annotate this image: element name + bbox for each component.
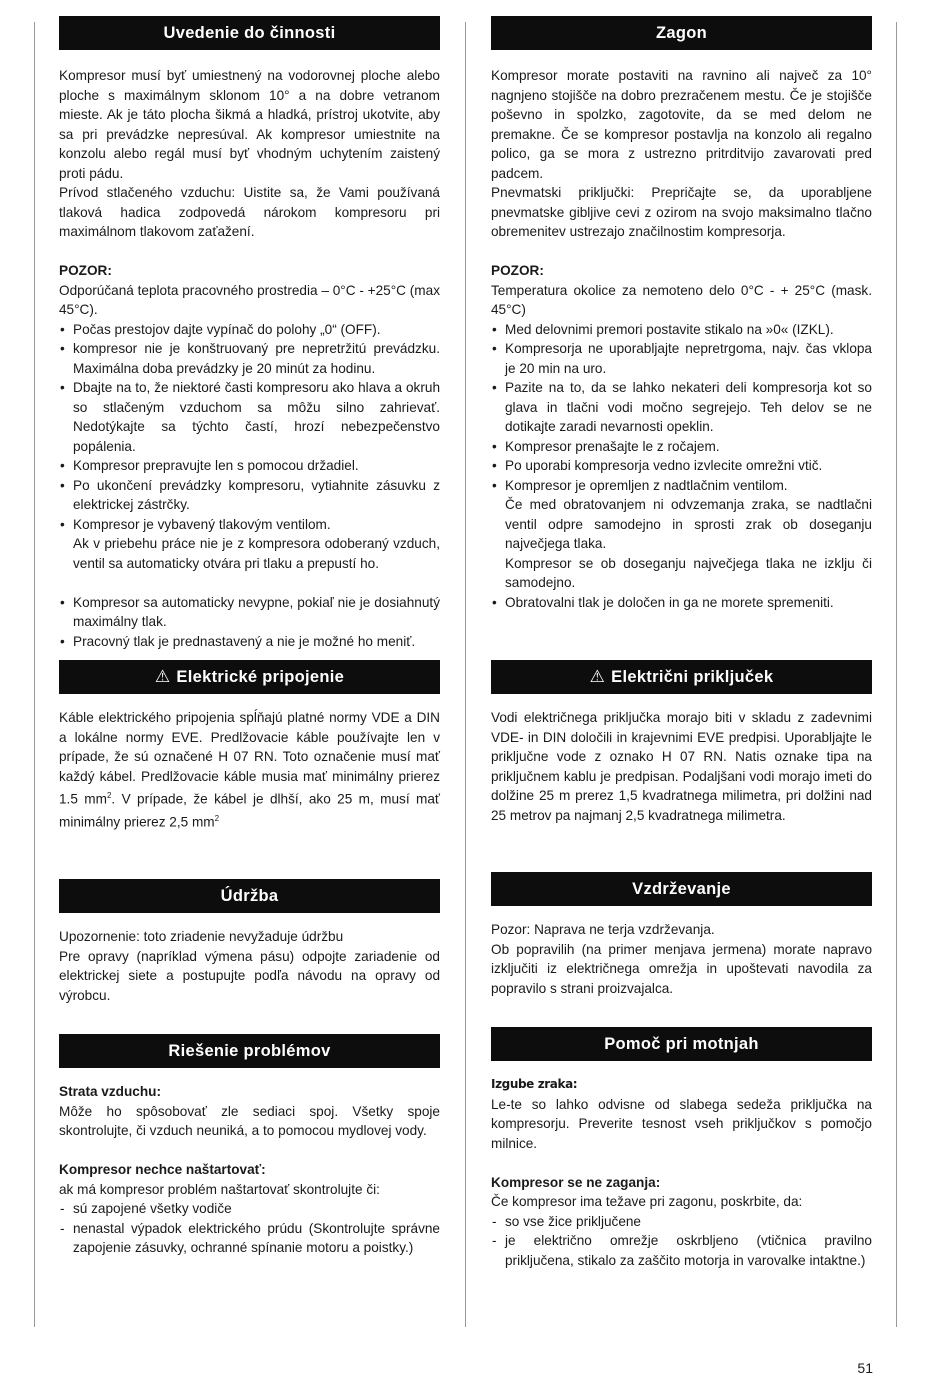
paragraph: Le-te so lahko odvisne od slabega sedeža priključka na kompresorju. Preverite tesnost vseh priključkov s pomočjo milnice.: [491, 1096, 872, 1151]
section-header-elektricke: [59, 660, 440, 694]
right-column: [491, 16, 872, 1270]
section-title: Riešenie problémov: [168, 1041, 331, 1060]
warning-triangle-icon: ⚠: [589, 667, 606, 686]
left-margin-rule: [34, 22, 35, 1327]
section-body: [491, 1075, 872, 1212]
paragraph: Pozor: Naprava ne terja vzdrževanja.: [491, 922, 715, 937]
list-item: • Kompresor prepravujte len s pomocou držadiel.: [59, 456, 440, 476]
list-item: - je električno omrežje oskrbljeno (vtičnica pravilno priključena, stikalo za zaščito motorja in varovalke intaktne.): [491, 1231, 872, 1270]
list-item: • Obratovalni tlak je določen in ga ne morete spremeniti.: [491, 593, 872, 613]
list-item: • Dbajte na to, že niektoré časti kompresoru ako hlava a okruh so stlačeným vzduchom sa môžu silno zahrievať. Nedotýkajte sa týchto častí, hrozí nebezpečenstvo popálenia.: [59, 378, 440, 456]
dash-list: [491, 1212, 872, 1271]
paragraph: Káble elektrického pripojenia spĺňajú platné normy VDE a DIN a lokálne normy EVE. Predlžovacie káble používajte len v prípade, že sú označené H 07 RN. Toto označenie musí mať každý kábel. Predlžovacie káble musia mať minimálny prierez 1.5 mm: [59, 710, 440, 807]
list-item-continuation: Kompresor se ob doseganju največjega tlaka ne izklju či samodejno.: [505, 555, 872, 590]
list-item: • Po uporabi kompresorja vedno izvlecite omrežni vtič.: [491, 456, 872, 476]
subheading: Strata vzduchu:: [59, 1084, 161, 1100]
section-header-zagon: [491, 16, 872, 50]
paragraph: Ob popravilih (na primer menjava jermena) morate napravo izključiti iz električnega omrežja in upoštevati navodila za popravilo s strani proizvajalca.: [491, 941, 872, 996]
paragraph: Kompresor musí byť umiestnený na vodorovnej ploche alebo ploche s maximálnym sklonom 10° a na dobre vetranom mieste. Ak je táto plocha šikmá a hladká, prístroj ukotvite, aby sa pri prevádzke nepresúval. Ak kompresor umiestnite na konzolu alebo regál musí byť vhodným uchytením zaistený proti pádu.: [59, 68, 440, 181]
section-body: [59, 1082, 440, 1199]
list-item: • Kompresor je opremljen z nadtlačnim ventilom.: [491, 476, 872, 496]
right-margin-rule: [896, 22, 897, 1327]
list-item: • Pazite na to, da se lahko nekateri deli kompresorja kot so glava in tlačni vodi močno segrejejo. Teh delov se ne dotikajte zaradi nevarnosti opeklin.: [491, 378, 872, 437]
center-column-rule: [465, 22, 466, 1327]
section-header-pomoc: [491, 1027, 872, 1061]
section-title: Uvedenie do činnosti: [163, 23, 336, 42]
paragraph: Odporúčaná teplota pracovného prostredia – 0°C - +25°C (max 45°C).: [59, 282, 440, 317]
subheading: Kompresor se ne zaganja:: [491, 1174, 661, 1190]
bullet-list: [59, 593, 440, 652]
section-title: Vzdrževanje: [632, 879, 731, 898]
list-item: • Med delovnimi premori postavite stikalo na »0« (IZKL).: [491, 320, 872, 340]
warning-triangle-icon: ⚠: [154, 667, 171, 686]
section-title: Zagon: [656, 23, 707, 42]
paragraph: Vodi električnega priključka morajo biti v skladu z zadevnimi VDE- in DIN določili in krajevnimi EVE predpisi. Uporabljajte le priključne vode z oznako H 07 RN. Natis oznake tipa na priključnem kablu je predpisan. Podaljšani vodi morajo imeti do dolžine 25 m prerez 1,5 kvadratnega milimetra, pri dolžini nad 25 metrov pa najmanj 2,5 kvadratnega milimetra.: [491, 710, 872, 823]
list-item: • Kompresor je vybavený tlakovým ventilom.: [59, 515, 440, 535]
section-body: [491, 920, 872, 998]
paragraph: Če kompresor ima težave pri zagonu, poskrbite, da:: [491, 1194, 803, 1209]
section-title: Údržba: [220, 886, 279, 905]
section-title: Električni priključek: [611, 667, 774, 686]
section-body: [491, 66, 872, 320]
section-title: Elektrické pripojenie: [176, 667, 345, 686]
section-header-uvedenie: [59, 16, 440, 50]
section-body: [59, 66, 440, 320]
warning-label: POZOR:: [59, 263, 112, 278]
superscript: 2: [106, 791, 112, 800]
list-item: • Po ukončení prevádzky kompresoru, vytiahnite zásuvku z elektrickej zástrčky.: [59, 476, 440, 515]
list-item: • Kompresor sa automaticky nevypne, pokiaľ nie je dosiahnutý maximálny tlak.: [59, 593, 440, 632]
bullet-list: [491, 593, 872, 613]
section-body: [59, 708, 440, 832]
section-body: [491, 708, 872, 825]
subheading: Kompresor nechce naštartovať:: [59, 1162, 266, 1178]
section-header-vzdrzevanje: [491, 872, 872, 906]
paragraph: Temperatura okolice za nemoteno delo 0°C - + 25°C (mask. 45°C): [491, 282, 872, 317]
dash-list: [59, 1199, 440, 1258]
paragraph: Prívod stlačeného vzduchu: Uistite sa, že Vami používaná tlaková hadica zodpovedá nárokom kompresoru pri maximálnom tlakovom zaťažení.: [59, 185, 440, 239]
list-item: • Kompresor prenašajte le z ročajem.: [491, 437, 872, 457]
list-item: • Pracovný tlak je prednastavený a nie je možné ho meniť.: [59, 632, 440, 652]
warning-label: POZOR:: [491, 263, 544, 278]
list-item: - so vse žice priključene: [491, 1212, 872, 1232]
list-item: - sú zapojené všetky vodiče: [59, 1199, 440, 1219]
section-body: [59, 927, 440, 1005]
paragraph: Upozornenie: toto zriadenie nevyžaduje údržbu: [59, 929, 344, 945]
section-header-elektricni: [491, 660, 872, 694]
paragraph: Kompresor morate postaviti na ravnino ali največ za 10° nagnjeno stojišče na dobro prezračenem mestu. Če je stojišče poševno in spolzko, zagotovite, da se med delom ne premakne. Če se kompresor postavlja na konzolo ali regalno polico, ga se mora z ustrezno pritrditvijo zavarovati pred padcem.: [491, 68, 872, 181]
list-item: • Kompresorja ne uporabljajte nepretrgoma, najv. čas vklopa je 20 min na uro.: [491, 339, 872, 378]
paragraph: Pnevmatski priključki: Prepričajte se, da uporabljene pnevmatske gibljive cevi z ozirom na svojo maksimalno tlačno obremenitev ustrezajo značilnostim kompresorja.: [491, 185, 872, 239]
left-column: [59, 16, 440, 1258]
subheading: Izgube zraka:: [491, 1077, 578, 1091]
list-item-continuation: Če med obratovanjem ni odvzemanja zraka, se nadtlačni ventil odpre samodejno in sprosti zrak ob doseganju največjega tlaka.: [505, 497, 872, 551]
section-header-udrzba: [59, 879, 440, 913]
list-item: • Počas prestojov dajte vypínač do polohy „0“ (OFF).: [59, 320, 440, 340]
list-item: - nenastal výpadok elektrického prúdu (Skontrolujte správne zapojenie zásuvky, ochranné spínanie motoru a poistky.): [59, 1219, 440, 1258]
section-header-riesenie: [59, 1034, 440, 1068]
paragraph: Môže ho spôsobovať zle sediaci spoj. Všetky spoje skontrolujte, či vzduch neuniká, a to pomocou mydlovej vody.: [59, 1103, 440, 1139]
page-number: 51: [857, 1360, 873, 1376]
paragraph: Pre opravy (napríklad výmena pásu) odpojte zariadenie od elektrickej siete a postupujte podľa návodu na opravy od výrobcu.: [59, 948, 440, 1003]
list-item: • kompresor nie je konštruovaný pre nepretržitú prevádzku. Maximálna doba prevádzky je 20 minút za hodinu.: [59, 339, 440, 378]
paragraph: . V prípade, že kábel je dlhší, ako 25 m, musí mať minimálny prierez 2,5 mm: [59, 791, 440, 830]
bullet-list: [59, 320, 440, 535]
section-title: Pomoč pri motnjah: [604, 1034, 759, 1053]
superscript: 2: [214, 814, 220, 824]
list-item-continuation: Ak v priebehu práce nie je z kompresora odoberaný vzduch, ventil sa automaticky otvára pri tlaku a prepustí ho.: [73, 536, 440, 571]
paragraph: ak má kompresor problém naštartovať skontrolujte či:: [59, 1181, 380, 1197]
bullet-list: [491, 320, 872, 496]
